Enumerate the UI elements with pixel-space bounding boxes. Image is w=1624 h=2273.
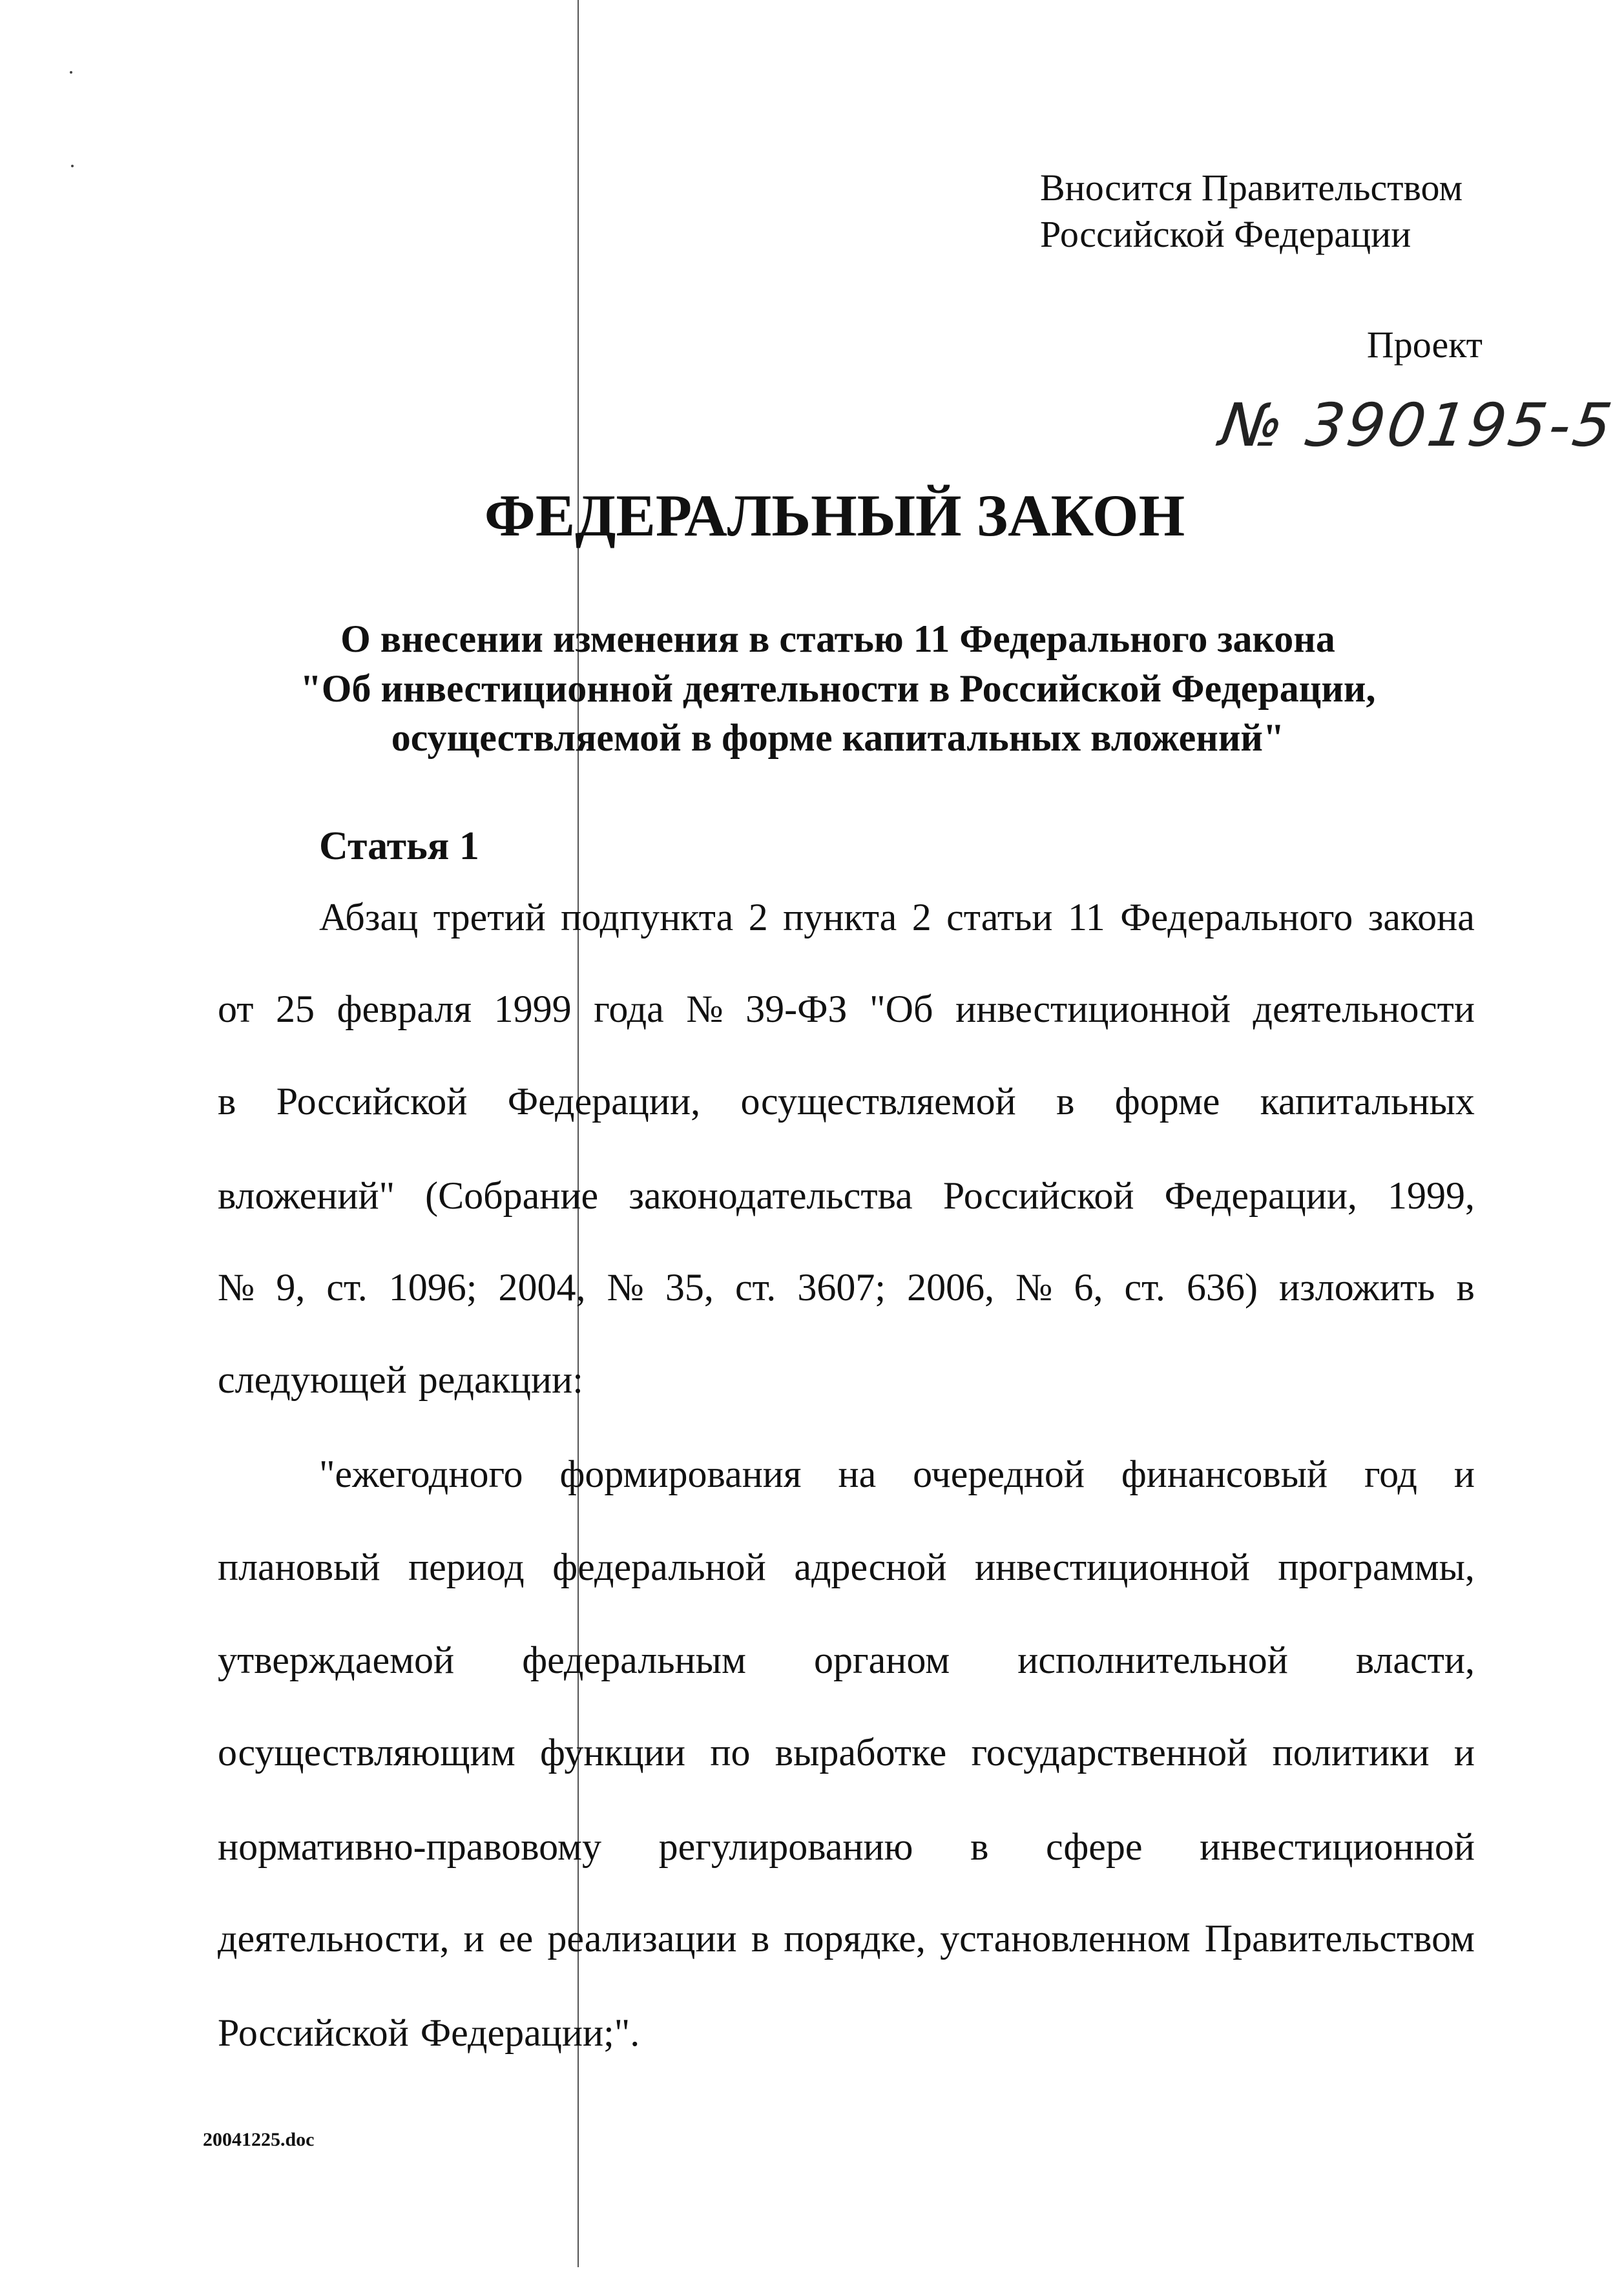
subtitle-line: осуществляемой в форме капитальных вложений"	[391, 716, 1285, 759]
document-title: ФЕДЕРАЛЬНЫЙ ЗАКОН	[484, 483, 1185, 548]
draft-label: Проект	[1366, 324, 1483, 366]
handwritten-registration-number: № 390195-5	[1216, 391, 1619, 460]
paragraph-line: "ежегодного формирования на очередной финансовый год и	[319, 1453, 1475, 1495]
subtitle-line: "Об инвестиционной деятельности в Российской Федерации,	[300, 667, 1376, 710]
paragraph-line: осуществляющим функции по выработке государственной политики и	[218, 1731, 1475, 1774]
paragraph-line: Российской Федерации;".	[218, 2011, 640, 2054]
paragraph-line: № 9, ст. 1096; 2004, № 35, ст. 3607; 2006, № 6, ст. 636) изложить в	[218, 1266, 1475, 1309]
submitted-by-line-1: Вносится Правительством	[1040, 167, 1463, 209]
footer-filename: 20041225.doc	[203, 2129, 315, 2150]
subtitle-line: О внесении изменения в статью 11 Федерального закона	[340, 618, 1335, 660]
paragraph-line: от 25 февраля 1999 года № 39-ФЗ "Об инвестиционной деятельности	[218, 988, 1475, 1030]
paragraph-line: следующей редакции:	[218, 1358, 583, 1401]
paragraph-line: нормативно-правовому регулированию в сфере инвестиционной	[218, 1825, 1475, 1868]
paragraph-line: вложений" (Собрание законодательства Российской Федерации, 1999,	[218, 1174, 1475, 1217]
article-heading: Статья 1	[319, 824, 479, 868]
paragraph-line: Абзац третий подпункта 2 пункта 2 статьи 11 Федерального закона	[319, 896, 1475, 939]
scan-speck	[71, 165, 74, 167]
paragraph-line: деятельности, и ее реализации в порядке, установленном Правительством	[218, 1917, 1475, 1960]
paragraph-line: в Российской Федерации, осуществляемой в форме капитальных	[218, 1080, 1475, 1123]
paragraph-line: плановый период федеральной адресной инвестиционной программы,	[218, 1546, 1475, 1588]
paragraph-line: утверждаемой федеральным органом исполнительной власти,	[218, 1639, 1475, 1681]
submitted-by-line-2: Российской Федерации	[1040, 213, 1411, 255]
scan-speck	[70, 71, 72, 74]
